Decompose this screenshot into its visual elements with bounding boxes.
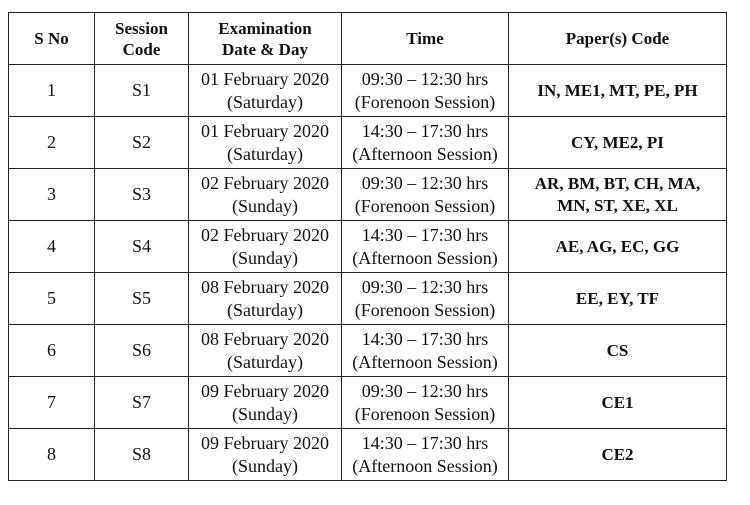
cell-exam-date-text: (Saturday) — [227, 299, 303, 320]
cell-session-code-text: S1 — [131, 80, 151, 100]
cell-time-text: 14:30 – 17:30 hrs — [361, 120, 489, 141]
cell-s-no — [9, 273, 95, 325]
cell-s-no-text: 4 — [47, 236, 56, 256]
cell-time-text: 14:30 – 17:30 hrs — [361, 432, 489, 453]
cell-time-text: (Forenoon Session) — [354, 195, 496, 216]
cell-session-code — [95, 377, 189, 429]
cell-papers — [509, 377, 727, 429]
header-exam-date-day — [189, 13, 342, 65]
cell-session-code-text: S2 — [131, 132, 151, 152]
cell-exam-date-text: (Sunday) — [232, 403, 298, 424]
table-header — [9, 13, 727, 65]
cell-exam-date — [189, 325, 342, 377]
cell-time — [342, 273, 509, 325]
header-row — [9, 13, 727, 65]
cell-papers — [509, 325, 727, 377]
cell-session-code — [95, 429, 189, 481]
cell-s-no-text: 3 — [47, 184, 56, 204]
cell-exam-date-text: 01 February 2020 — [201, 68, 329, 89]
cell-exam-date-text: 08 February 2020 — [201, 276, 329, 297]
table-row — [9, 325, 727, 377]
cell-time-text: 09:30 – 12:30 hrs — [361, 380, 489, 401]
cell-exam-date — [189, 117, 342, 169]
cell-s-no-text: 2 — [47, 132, 56, 152]
cell-s-no — [9, 65, 95, 117]
cell-papers-text: CE1 — [601, 392, 634, 412]
cell-exam-date-text: 01 February 2020 — [201, 120, 329, 141]
cell-session-code — [95, 65, 189, 117]
cell-exam-date — [189, 65, 342, 117]
header-text: Code — [122, 39, 161, 59]
cell-s-no — [9, 325, 95, 377]
cell-exam-date-text: (Saturday) — [227, 91, 303, 112]
cell-time-text: (Afternoon Session) — [352, 143, 498, 164]
cell-papers-text: EE, EY, TF — [575, 288, 660, 308]
table-row — [9, 169, 727, 221]
exam-schedule-table — [8, 12, 727, 481]
header-text: Examination — [218, 18, 312, 38]
cell-papers — [509, 117, 727, 169]
cell-time — [342, 221, 509, 273]
cell-exam-date — [189, 221, 342, 273]
cell-time-text: (Forenoon Session) — [354, 91, 496, 112]
cell-time — [342, 377, 509, 429]
cell-time-text: 09:30 – 12:30 hrs — [361, 276, 489, 297]
header-text: Session — [115, 18, 168, 38]
cell-papers — [509, 169, 727, 221]
header-text: Time — [406, 29, 444, 48]
cell-time-text: (Afternoon Session) — [352, 455, 498, 476]
cell-exam-date-text: 08 February 2020 — [201, 328, 329, 349]
cell-session-code — [95, 325, 189, 377]
table-row — [9, 117, 727, 169]
cell-time — [342, 429, 509, 481]
cell-exam-date-text: (Sunday) — [232, 195, 298, 216]
table-body — [9, 65, 727, 481]
cell-exam-date-text: (Saturday) — [227, 351, 303, 372]
cell-papers-text: AR, BM, BT, CH, MA, — [534, 173, 701, 193]
cell-papers-text: AE, AG, EC, GG — [555, 236, 680, 256]
cell-time-text: (Afternoon Session) — [352, 247, 498, 268]
header-text: Date & Day — [222, 39, 308, 59]
cell-papers-text: CE2 — [601, 444, 634, 464]
cell-time-text: (Forenoon Session) — [354, 403, 496, 424]
cell-time-text: (Forenoon Session) — [354, 299, 496, 320]
cell-exam-date — [189, 169, 342, 221]
table-row — [9, 429, 727, 481]
cell-session-code — [95, 117, 189, 169]
cell-exam-date-text: (Sunday) — [232, 247, 298, 268]
cell-session-code-text: S6 — [131, 340, 151, 360]
cell-time-text: (Afternoon Session) — [352, 351, 498, 372]
table-row — [9, 221, 727, 273]
cell-s-no-text: 1 — [47, 80, 56, 100]
cell-exam-date-text: 02 February 2020 — [201, 224, 329, 245]
cell-s-no — [9, 377, 95, 429]
cell-papers-text: MN, ST, XE, XL — [557, 195, 678, 215]
cell-papers — [509, 65, 727, 117]
cell-papers — [509, 221, 727, 273]
cell-s-no — [9, 429, 95, 481]
cell-papers-text: CY, ME2, PI — [571, 132, 664, 152]
cell-exam-date-text: 09 February 2020 — [201, 432, 329, 453]
cell-time-text: 09:30 – 12:30 hrs — [361, 172, 489, 193]
cell-session-code-text: S4 — [131, 236, 151, 256]
cell-s-no-text: 8 — [47, 444, 56, 464]
header-time — [342, 13, 509, 65]
header-text: Paper(s) Code — [565, 29, 670, 48]
cell-session-code — [95, 169, 189, 221]
cell-papers-text: CS — [606, 340, 629, 360]
table-row — [9, 273, 727, 325]
cell-time — [342, 169, 509, 221]
cell-exam-date — [189, 429, 342, 481]
cell-s-no-text: 6 — [47, 340, 56, 360]
cell-papers — [509, 429, 727, 481]
cell-time — [342, 117, 509, 169]
cell-time — [342, 65, 509, 117]
cell-time-text: 09:30 – 12:30 hrs — [361, 68, 489, 89]
header-text: S No — [34, 29, 69, 48]
cell-session-code-text: S8 — [131, 444, 151, 464]
header-papers-code — [509, 13, 727, 65]
cell-papers-text: IN, ME1, MT, PE, PH — [537, 80, 698, 100]
cell-exam-date — [189, 273, 342, 325]
cell-s-no — [9, 221, 95, 273]
cell-time-text: 14:30 – 17:30 hrs — [361, 328, 489, 349]
table-row — [9, 65, 727, 117]
cell-s-no-text: 5 — [47, 288, 56, 308]
cell-exam-date-text: 09 February 2020 — [201, 380, 329, 401]
cell-time — [342, 325, 509, 377]
header-session-code — [95, 13, 189, 65]
cell-exam-date-text: 02 February 2020 — [201, 172, 329, 193]
cell-session-code-text: S7 — [131, 392, 151, 412]
cell-session-code-text: S5 — [131, 288, 151, 308]
cell-exam-date-text: (Sunday) — [232, 455, 298, 476]
header-s-no — [9, 13, 95, 65]
cell-s-no — [9, 169, 95, 221]
cell-session-code — [95, 221, 189, 273]
cell-time-text: 14:30 – 17:30 hrs — [361, 224, 489, 245]
cell-s-no-text: 7 — [47, 392, 56, 412]
cell-exam-date-text: (Saturday) — [227, 143, 303, 164]
cell-papers — [509, 273, 727, 325]
cell-exam-date — [189, 377, 342, 429]
cell-s-no — [9, 117, 95, 169]
cell-session-code-text: S3 — [131, 184, 151, 204]
cell-session-code — [95, 273, 189, 325]
table-row — [9, 377, 727, 429]
